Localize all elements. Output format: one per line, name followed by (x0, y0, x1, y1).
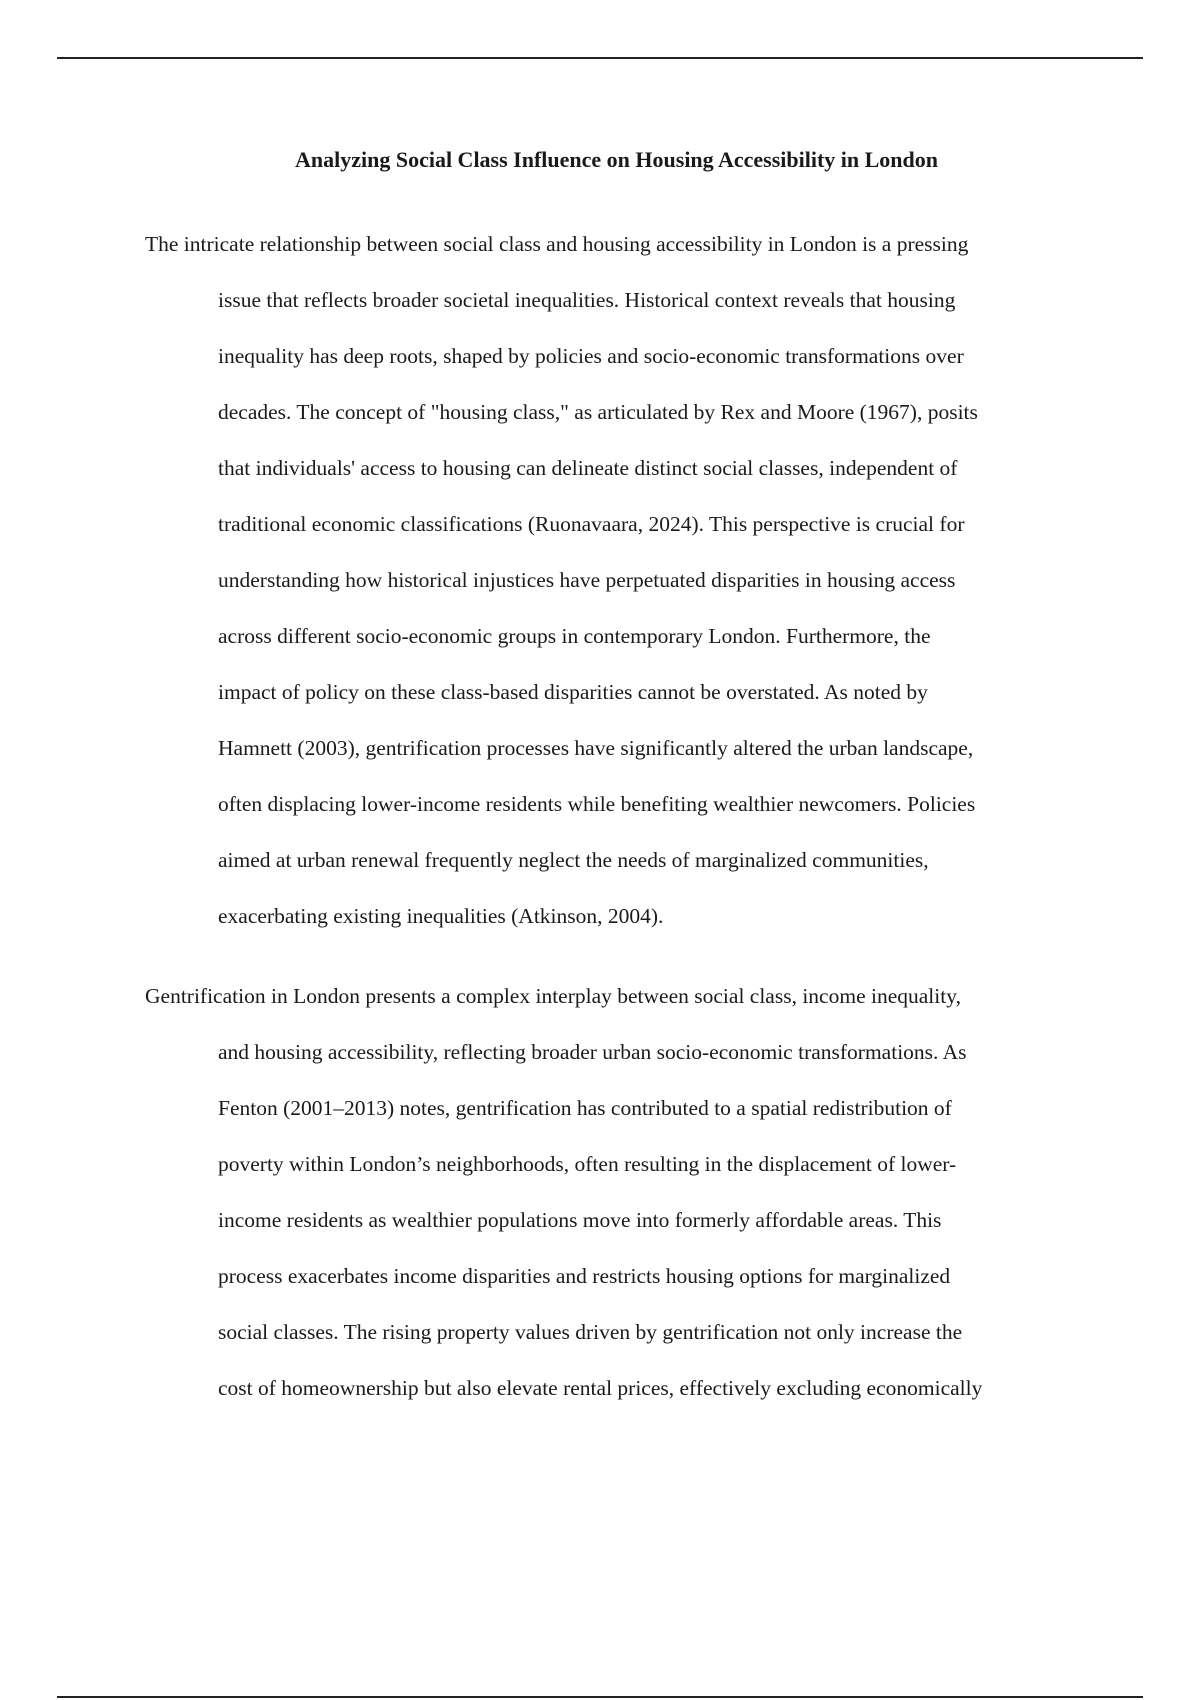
paragraph-2 (145, 968, 1080, 1416)
paragraph-line: impact of policy on these class-based disparities cannot be overstated. As noted by (218, 680, 928, 704)
paragraph-line: social classes. The rising property values driven by gentrification not only increase the (218, 1320, 963, 1344)
document-title: Analyzing Social Class Influence on Housing Accessibility in London (294, 147, 939, 172)
paragraph-line: inequality has deep roots, shaped by policies and socio-economic transformations over (218, 344, 964, 368)
paragraph-line: cost of homeownership but also elevate rental prices, effectively excluding economically (218, 1376, 983, 1400)
paragraph-line: poverty within London’s neighborhoods, often resulting in the displacement of lower- (218, 1152, 957, 1176)
paragraph-1 (145, 216, 1080, 944)
paragraph-line: decades. The concept of "housing class," as articulated by Rex and Moore (1967), posits (218, 400, 978, 424)
paragraph-line: Gentrification in London presents a complex interplay between social class, income inequality, (145, 984, 961, 1008)
paragraph-line: Hamnett (2003), gentrification processes have significantly altered the urban landscape, (218, 736, 974, 760)
footer-rule (57, 1696, 1143, 1698)
paragraph-line: that individuals' access to housing can delineate distinct social classes, independent of (218, 456, 958, 480)
paragraph-line: Fenton (2001–2013) notes, gentrification has contributed to a spatial redistribution of (218, 1096, 952, 1120)
paragraph-line: across different socio-economic groups in contemporary London. Furthermore, the (218, 624, 931, 648)
paragraph-line: traditional economic classifications (Ruonavaara, 2024). This perspective is crucial for (218, 512, 965, 536)
paragraph-line: process exacerbates income disparities and restricts housing options for marginalized (218, 1264, 951, 1288)
paragraph-line: aimed at urban renewal frequently neglect the needs of marginalized communities, (218, 848, 929, 872)
paragraph-line: often displacing lower-income residents while benefiting wealthier newcomers. Policies (218, 792, 976, 816)
paragraph-line: issue that reflects broader societal inequalities. Historical context reveals that housing (218, 288, 956, 312)
paragraph-line: income residents as wealthier populations move into formerly affordable areas. This (218, 1208, 942, 1232)
paragraph-line: The intricate relationship between social class and housing accessibility in London is a pressing (145, 232, 969, 256)
paragraph-line: understanding how historical injustices have perpetuated disparities in housing access (218, 568, 956, 592)
header-rule (57, 57, 1143, 59)
paragraph-line: and housing accessibility, reflecting broader urban socio-economic transformations. As (218, 1040, 967, 1064)
paragraph-line: exacerbating existing inequalities (Atkinson, 2004). (218, 904, 664, 928)
